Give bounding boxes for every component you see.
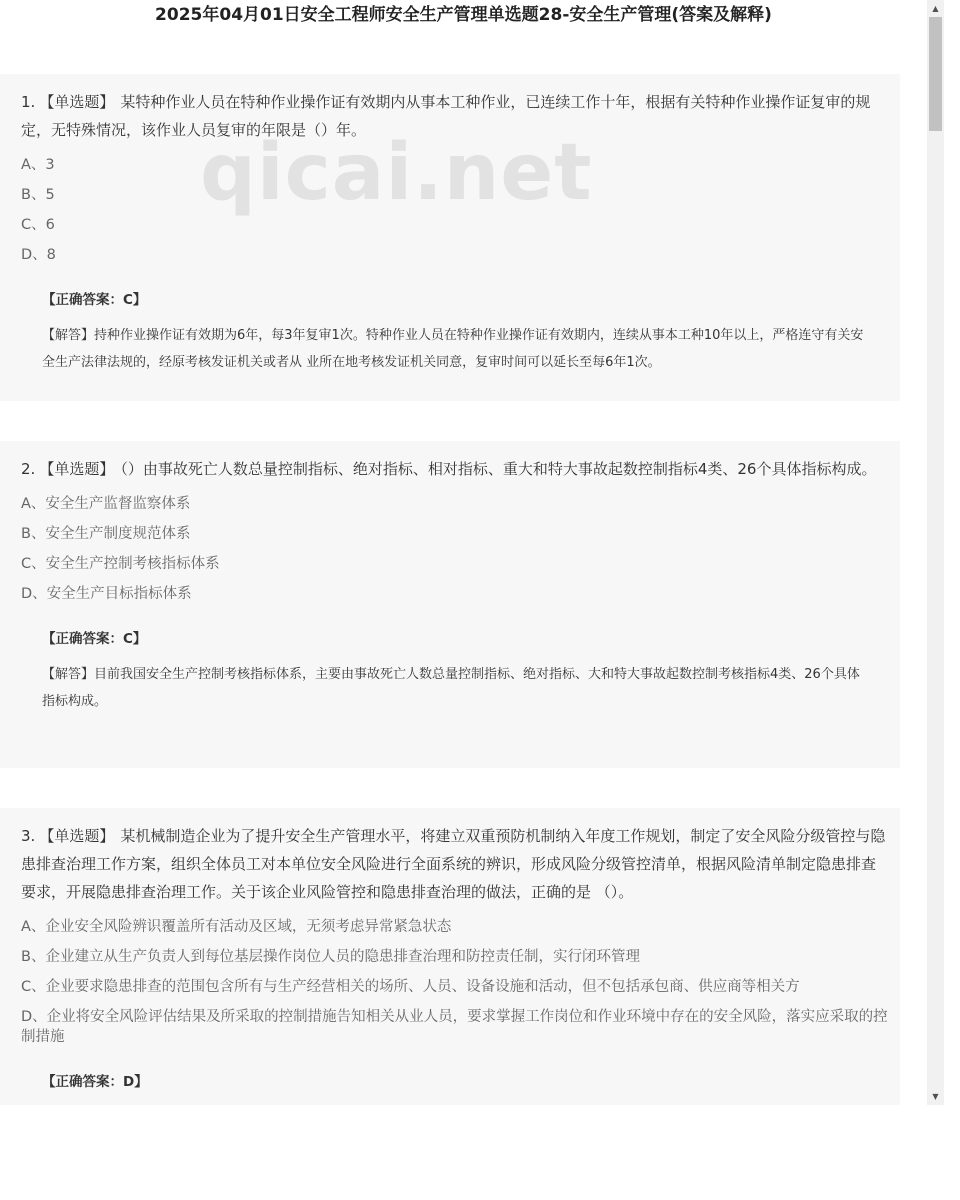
question-number: 3. [21, 827, 36, 845]
question-type-badge: 【单选题】 [39, 460, 115, 478]
correct-answer: 【正确答案：C】 [42, 292, 147, 308]
question-number: 2. [21, 460, 36, 478]
option-a[interactable]: A、安全生产监督监察体系 [21, 496, 191, 512]
question-card-1 [0, 74, 900, 401]
scroll-up-arrow-icon[interactable]: ▲ [932, 4, 939, 13]
watermark-logo: qicai.net [200, 128, 593, 218]
scroll-down-arrow-icon[interactable]: ▼ [932, 1092, 939, 1101]
question-card-2 [0, 441, 900, 768]
correct-answer: 【正确答案：C】 [42, 631, 147, 647]
question-text: 某机械制造企业为了提升安全生产管理水平，将建立双重预防机制纳入年度工作规划，制定了安全风险分级管控与隐患排查治理工作方案，组织全体员工对本单位安全风险进行全面系统的辨识，形成风险分级管控清单，根据风险清单制定隐患排查要求，开展隐患排查治理工作。关于该企业风险管控和隐患排查治理的做法，正确的是 （）。 [21, 827, 886, 901]
option-b[interactable]: B、5 [21, 187, 55, 203]
question-card-3 [0, 808, 900, 1105]
option-c[interactable]: C、6 [21, 217, 55, 233]
answer-explanation: 【解答】持种作业操作证有效期为6年，每3年复审1次。特种作业人员在特种作业操作证有效期内，连续从事本工种10年以上，严格连守有关安全生产法律法规的，经原考核发证机关或者从 业所在地考核发证机关同意，复审时间可以延长至每6年1次。 [42, 328, 864, 370]
option-d[interactable]: D、企业将安全风险评估结果及所采取的控制措施告知相关从业人员，要求掌握工作岗位和作业环境中存在的安全风险，落实应采取的控制措施 [21, 1009, 888, 1045]
option-list [21, 489, 888, 609]
option-d[interactable]: D、安全生产目标指标体系 [21, 586, 192, 602]
question-type-badge: 【单选题】 [39, 93, 115, 111]
option-c[interactable]: C、安全生产控制考核指标体系 [21, 556, 220, 572]
question-stem [21, 455, 888, 483]
option-d[interactable]: D、8 [21, 247, 56, 263]
question-stem [21, 822, 888, 906]
vertical-scrollbar[interactable] [927, 0, 944, 1105]
option-b[interactable]: B、企业建立从生产负责人到每位基层操作岗位人员的隐患排查治理和防控责任制，实行闭环管理 [21, 949, 640, 965]
page-title: 2025年04月01日安全工程师安全生产管理单选题28-安全生产管理(答案及解释) [155, 5, 772, 25]
answer-explanation: 【解答】目前我国安全生产控制考核指标体系，主要由事故死亡人数总量控制指标、绝对指标、大和特大事故起数控制考核指标4类、26个具体指标构成。 [42, 667, 860, 709]
question-text: 某特种作业人员在特种作业操作证有效期内从事本工种作业，已连续工作十年，根据有关特种作业操作证复审的规定，无特殊情况，该作业人员复审的年限是（）年。 [21, 93, 871, 139]
scrollbar-thumb[interactable] [929, 17, 942, 131]
option-a[interactable]: A、企业安全风险辨识覆盖所有活动及区域，无须考虑异常紧急状态 [21, 919, 452, 935]
question-type-badge: 【单选题】 [39, 827, 115, 845]
question-number: 1. [21, 93, 36, 111]
option-b[interactable]: B、安全生产制度规范体系 [21, 526, 191, 542]
correct-answer: 【正确答案：D】 [42, 1074, 148, 1090]
option-a[interactable]: A、3 [21, 157, 55, 173]
option-list [21, 912, 888, 1052]
option-c[interactable]: C、企业要求隐患排查的范围包含所有与生产经营相关的场所、人员、设备设施和活动，但不包括承包商、供应商等相关方 [21, 979, 800, 995]
question-text: （）由事故死亡人数总量控制指标、绝对指标、相对指标、重大和特大事故起数控制指标4类、26个具体指标构成。 [120, 460, 877, 478]
